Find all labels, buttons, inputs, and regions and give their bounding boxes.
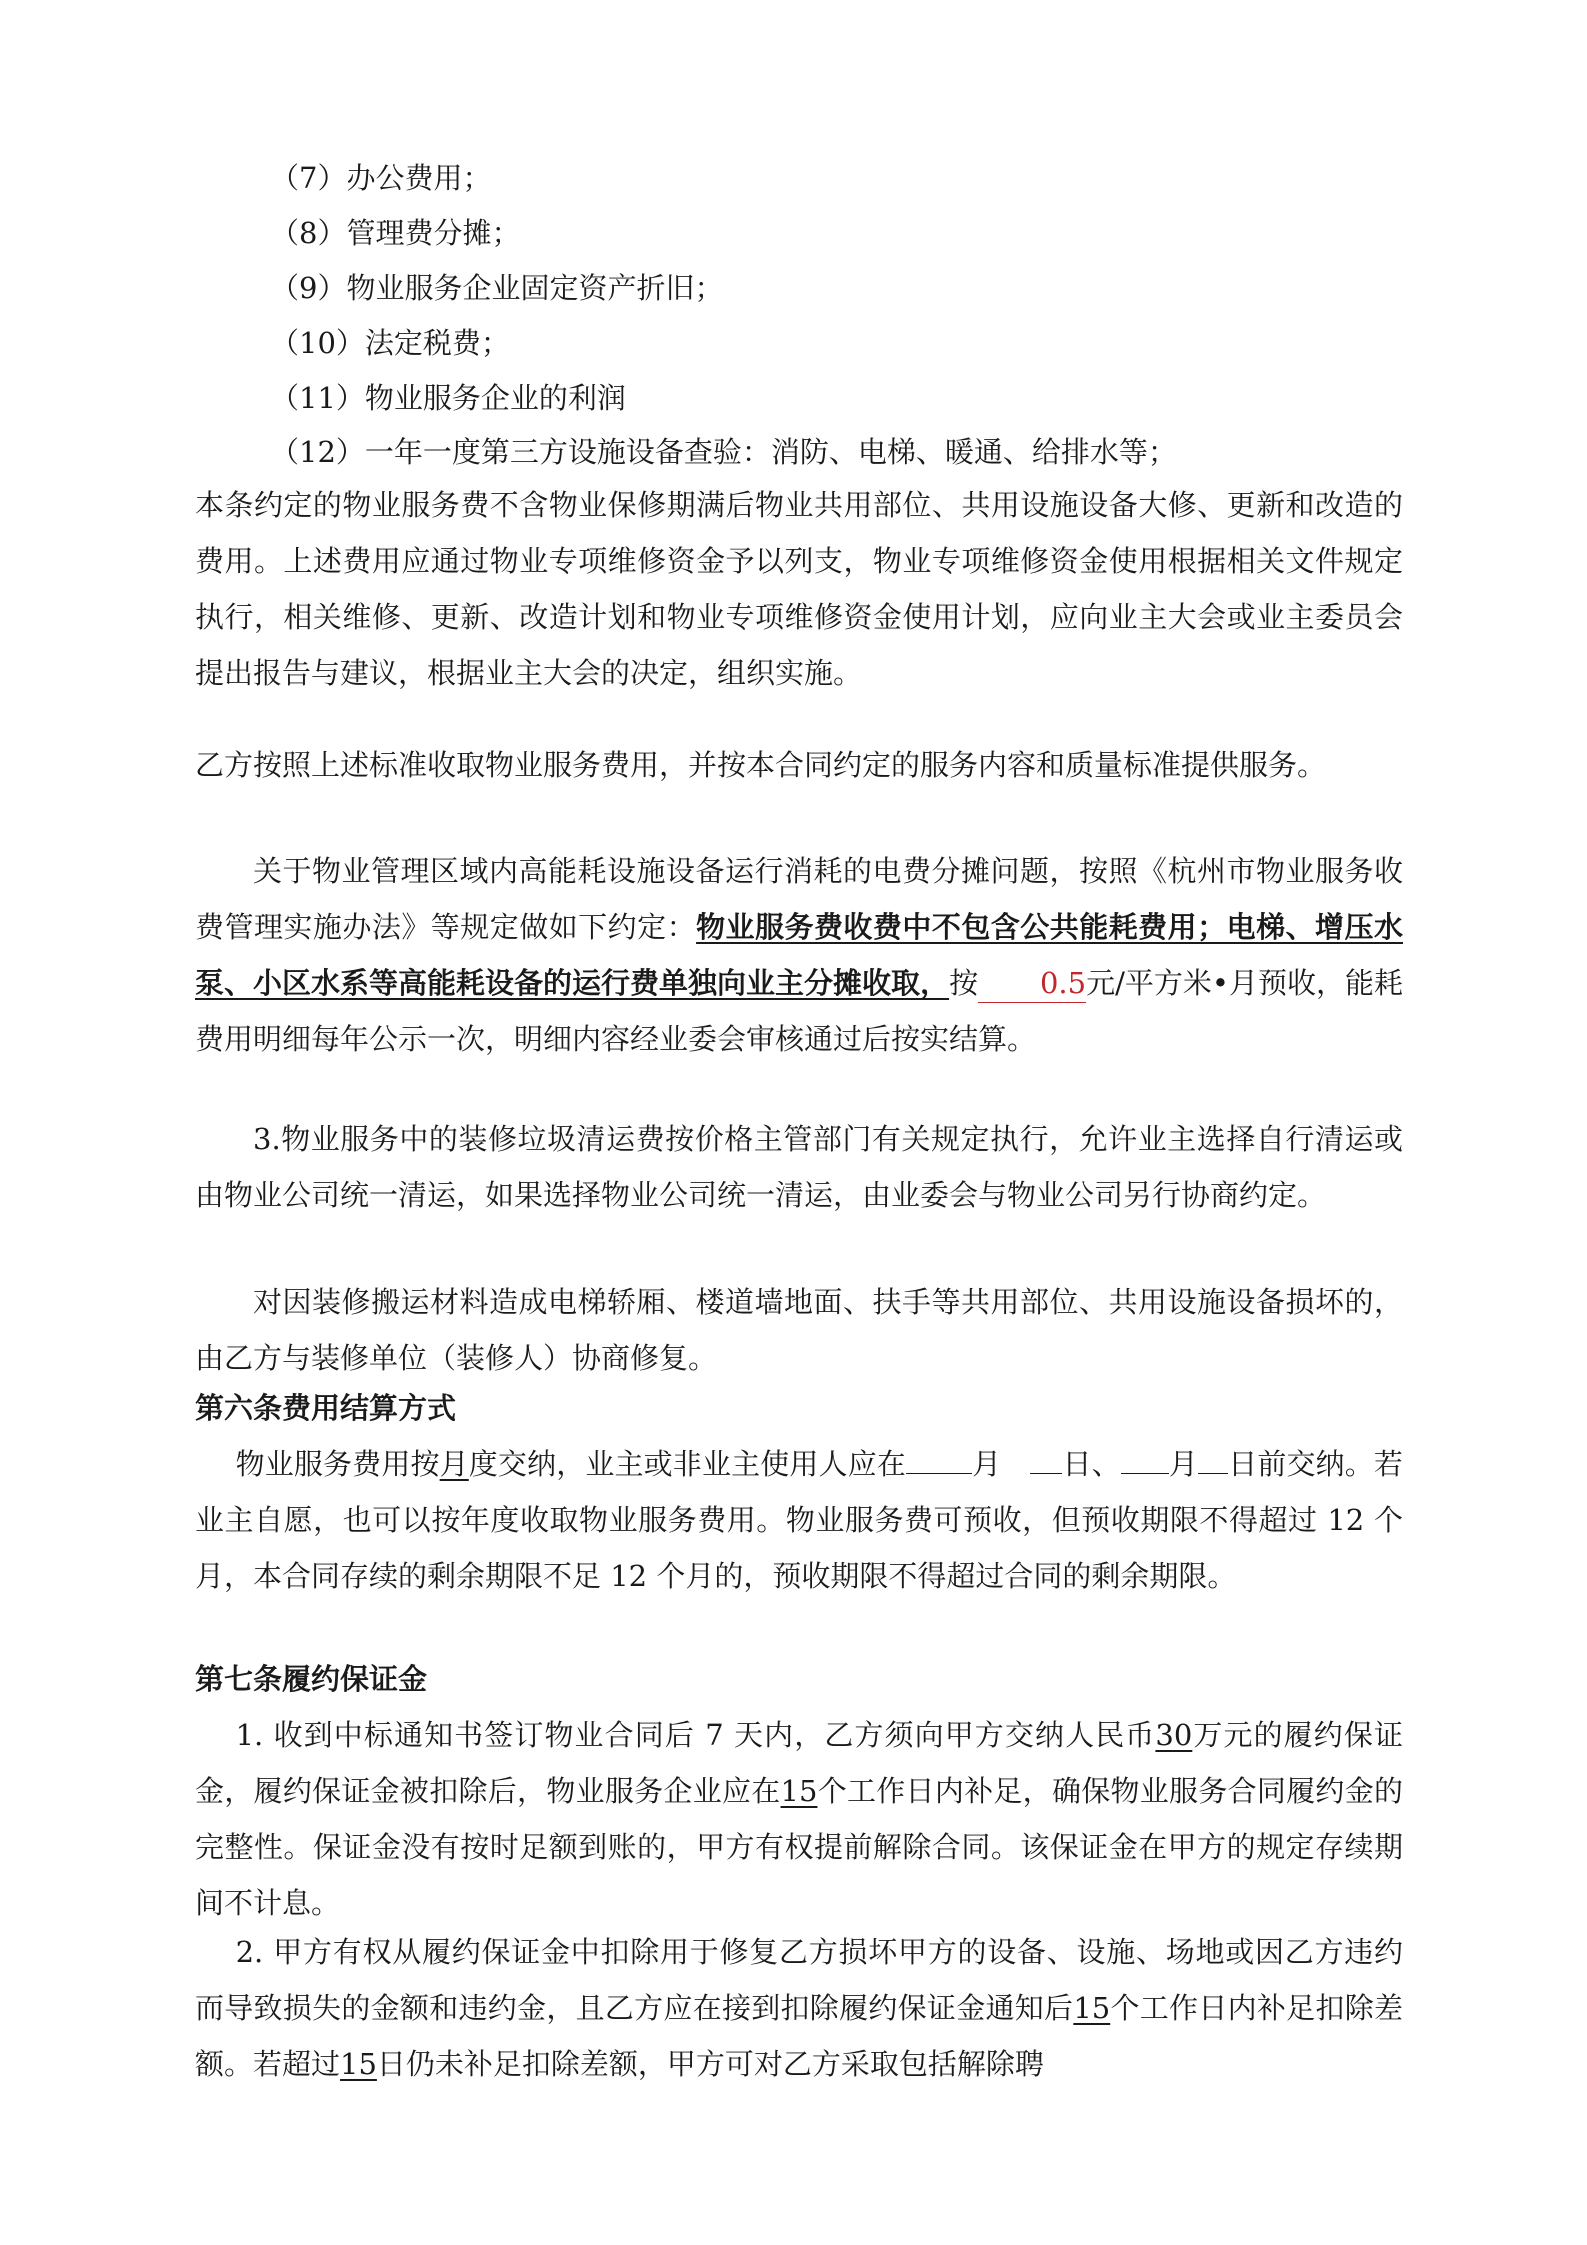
deduction-replenish-days: 15 (1073, 1991, 1111, 2025)
energy-rate-value: 0.5 (978, 964, 1086, 1003)
replenish-days-value: 15 (780, 1774, 818, 1808)
article-6-text-2: 度交纳，业主或非业主使用人应在 (468, 1447, 906, 1481)
article-6-body (195, 1436, 1403, 1604)
energy-mid-text: 按 (949, 966, 979, 1000)
list-item-inspection: （12）一年一度第三方设施设备查验：消防、电梯、暖通、给排水等； (270, 435, 1177, 469)
due-day-1-blank (1030, 1473, 1062, 1474)
article-7-heading: 第七条履约保证金 (195, 1662, 428, 1696)
clause-2-text-1: 2. 甲方有权从履约保证金中扣除用于修复乙方损坏甲方的设备、设施、场地或因乙方违约而导致损失的金额和违约金，且乙方应在接到扣除履约保证金通知后 (195, 1935, 1403, 2025)
due-day-2-blank (1198, 1473, 1228, 1474)
article-6-month-1: 月 (972, 1447, 1002, 1481)
paragraph-renovation-waste: 3.物业服务中的装修垃圾清运费按价格主管部门有关规定执行，允许业主选择自行清运或由物业公司统一清运，如果选择物业公司统一清运，由业委会与物业公司另行协商约定。 (195, 1122, 1403, 1212)
overdue-days-value: 15 (340, 2047, 377, 2081)
clause-1-text-1: 1. 收到中标通知书签订物业合同后 7 天内，乙方须向甲方交纳人民币 (235, 1718, 1156, 1752)
payment-cycle-value: 月 (439, 1447, 469, 1481)
list-item-depreciation: （9）物业服务企业固定资产折旧； (270, 271, 724, 305)
clause-2-text-2: 个工作日内补足扣除差额。若超过 (195, 1991, 1403, 2081)
clause-1-text-3: 个工作日内补足，确保物业服务合同履约金的完整性。保证金没有按时足额到账的，甲方有权提前解除合同。该保证金在甲方的规定存续期间不计息。 (195, 1774, 1403, 1920)
paragraph-charge-standard: 乙方按照上述标准收取物业服务费用，并按本合同约定的服务内容和质量标准提供服务。 (195, 748, 1327, 782)
list-item-office-costs: （7）办公费用； (270, 161, 492, 195)
list-item-taxes: （10）法定税费； (270, 326, 510, 360)
paragraph-renovation-damage: 对因装修搬运材料造成电梯轿厢、楼道墙地面、扶手等共用部位、共用设施设备损坏的，由乙方与装修单位（装修人）协商修复。 (195, 1285, 1403, 1375)
clause-2-text-3: 日仍未补足扣除差额，甲方可对乙方采取包括解除聘 (376, 2047, 1044, 2081)
article-6-day-1: 日、 (1062, 1447, 1121, 1481)
article-7-clause-1 (195, 1707, 1403, 1931)
clause-1-text-2: 万元的履约保证金，履约保证金被扣除后，物业服务企业应在 (195, 1718, 1403, 1808)
article-7-clause-2 (195, 1924, 1403, 2092)
list-item-management-fee: （8）管理费分摊； (270, 216, 521, 250)
paragraph-energy-costs (195, 843, 1403, 1067)
due-month-1-blank (906, 1473, 972, 1474)
performance-bond-amount: 30 (1155, 1718, 1193, 1752)
article-6-text-1: 物业服务费用按 (235, 1447, 440, 1481)
energy-bold-clause: 物业服务费收费中不包含公共能耗费用；电梯、增压水泵、小区水系等高能耗设备的运行费单独向业主分摊收取， (195, 910, 1403, 1000)
article-6-text-3: 日前交纳。若业主自愿，也可以按年度收取物业服务费用。物业服务费可预收，但预收期限不得超过 12 个月，本合同存续的剩余期限不足 12 个月的，预收期限不得超过合同的剩余期限。 (195, 1447, 1403, 1593)
article-6-heading: 第六条费用结算方式 (195, 1391, 457, 1425)
energy-tail-text: 元/平方米•月预收，能耗费用明细每年公示一次，明细内容经业委会审核通过后按实结算。 (195, 966, 1403, 1056)
article-6-month-2: 月 (1168, 1447, 1199, 1481)
paragraph-fee-exclusion: 本条约定的物业服务费不含物业保修期满后物业共用部位、共用设施设备大修、更新和改造的费用。上述费用应通过物业专项维修资金予以列支，物业专项维修资金使用根据相关文件规定执行，相关维修、更新、改造计划和物业专项维修资金使用计划，应向业主大会或业主委员会提出报告与建议，根据业主大会的决定，组织实施。 (195, 488, 1403, 690)
list-item-profit: （11）物业服务企业的利润 (270, 381, 626, 415)
due-month-2-blank (1121, 1473, 1169, 1474)
energy-lead-text: 关于物业管理区域内高能耗设施设备运行消耗的电费分摊问题，按照《杭州市物业服务收费管理实施办法》等规定做如下约定： (195, 854, 1403, 944)
